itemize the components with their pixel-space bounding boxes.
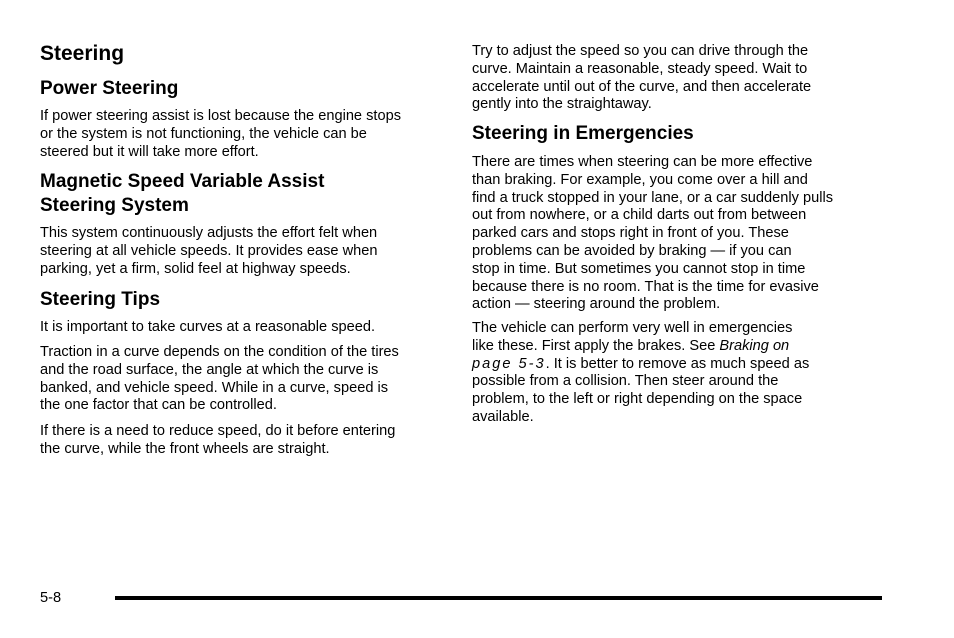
paragraph-emergencies-2 xyxy=(472,320,809,427)
heading-power-steering: Power Steering xyxy=(40,78,179,99)
cross-reference-link-page[interactable]: page 5-3 xyxy=(472,355,546,372)
text-line: out from nowhere, or a child darts out from between xyxy=(472,207,807,224)
text-fragment: . It is better to remove as much speed as xyxy=(545,355,810,372)
paragraph-tips-3 xyxy=(40,423,395,459)
text-line xyxy=(472,338,809,356)
heading-line: Steering System xyxy=(40,195,189,216)
paragraph-tips-1 xyxy=(40,319,375,337)
text-line: gently into the straightaway. xyxy=(472,96,652,113)
text-line: It is important to take curves at a reasonable speed. xyxy=(40,319,376,335)
text-line: parked cars and stops right in front of you. These xyxy=(472,225,789,242)
text-line: problems can be avoided by braking — if you can xyxy=(472,242,792,259)
text-line: The vehicle can perform very well in emergencies xyxy=(472,320,793,336)
text-line: If there is a need to reduce speed, do it before entering xyxy=(40,423,396,439)
text-line: possible from a collision. Then steer around the xyxy=(472,373,779,390)
text-line: If power steering assist is lost because the engine stops xyxy=(40,108,401,124)
text-line: or the system is not functioning, the vehicle can be xyxy=(40,125,367,142)
text-line: available. xyxy=(472,408,534,425)
text-fragment: like these. First apply the brakes. See xyxy=(472,337,720,354)
text-line: problem, to the left or right depending on the space xyxy=(472,391,803,408)
page-number: 5-8 xyxy=(40,590,62,606)
paragraph-magnetic-steering xyxy=(40,225,377,278)
heading-steering-tips: Steering Tips xyxy=(40,289,161,310)
text-line: stop in time. But sometimes you cannot stop in time xyxy=(472,260,806,277)
paragraph-emergencies-1 xyxy=(472,154,833,314)
text-line: parking, yet a firm, solid feel at highway speeds. xyxy=(40,260,351,277)
text-line: and the road surface, the angle at which the curve is xyxy=(40,361,379,378)
text-line: than braking. For example, you come over a hill and xyxy=(472,171,808,188)
heading-steering-emergencies: Steering in Emergencies xyxy=(472,123,694,144)
text-line: There are times when steering can be more effective xyxy=(472,154,813,170)
text-line: the one factor that can be controlled. xyxy=(40,397,277,414)
heading-line: Magnetic Speed Variable Assist xyxy=(40,171,325,192)
paragraph-tips-2 xyxy=(40,344,399,415)
cross-reference-link[interactable]: Braking on xyxy=(719,337,790,354)
text-line: banked, and vehicle speed. While in a curve, speed is xyxy=(40,379,389,396)
text-line: Traction in a curve depends on the condition of the tires xyxy=(40,344,399,360)
text-line: action — steering around the problem. xyxy=(472,296,721,313)
page-title: Steering xyxy=(40,42,125,65)
text-line xyxy=(472,356,809,374)
heading-magnetic-steering xyxy=(40,170,324,218)
text-line: because there is no room. That is the time for evasive xyxy=(472,278,819,295)
text-line: steering at all vehicle speeds. It provides ease when xyxy=(40,242,378,259)
text-line: accelerate until out of the curve, and then accelerate xyxy=(472,78,812,95)
text-line: This system continuously adjusts the effort felt when xyxy=(40,225,378,241)
text-line: Try to adjust the speed so you can drive through the xyxy=(472,43,809,59)
text-line: curve. Maintain a reasonable, steady speed. Wait to xyxy=(472,60,808,77)
paragraph-power-steering xyxy=(40,108,401,161)
text-line: steered but it will take more effort. xyxy=(40,143,259,160)
text-line: find a truck stopped in your lane, or a car suddenly pulls xyxy=(472,189,833,206)
paragraph-curve-speed xyxy=(472,43,811,114)
text-line: the curve, while the front wheels are straight. xyxy=(40,440,330,457)
footer-rule xyxy=(115,596,882,600)
